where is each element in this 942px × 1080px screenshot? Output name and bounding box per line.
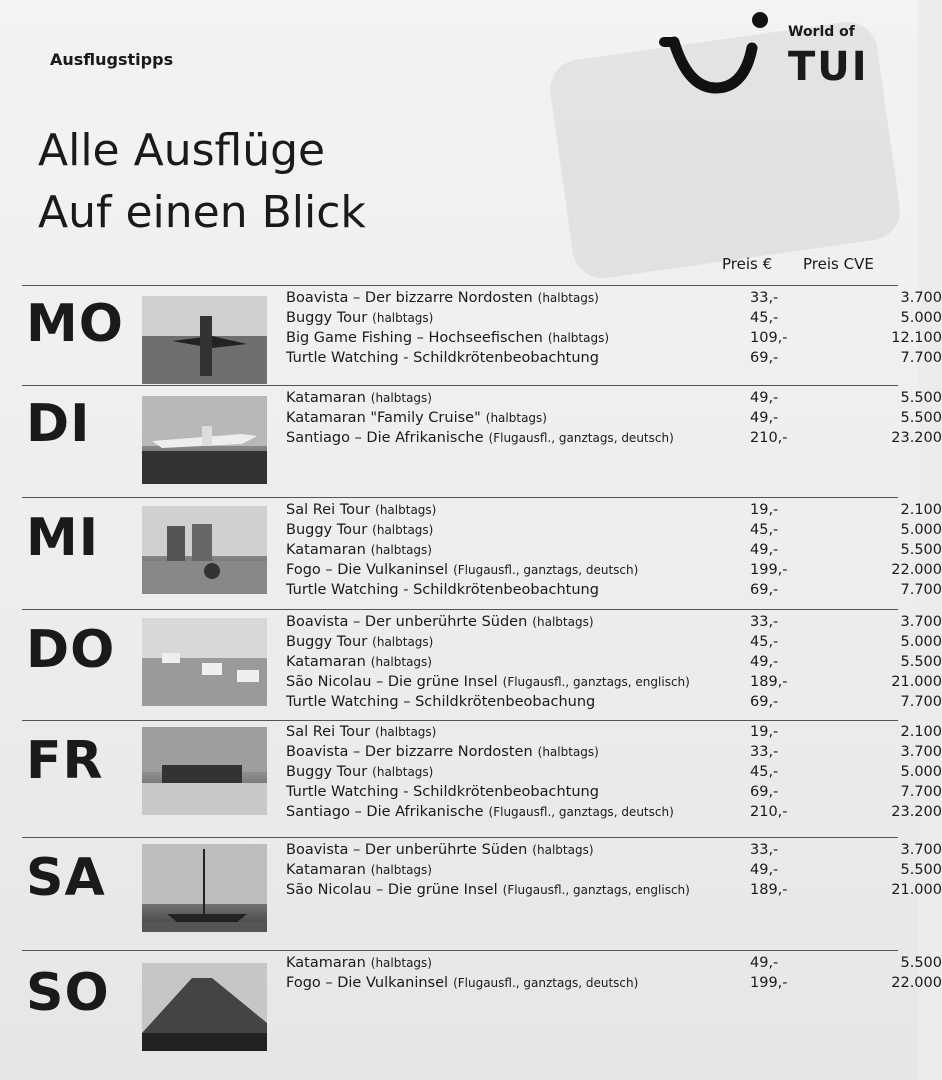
price-cve: 7.700	[900, 350, 942, 366]
price-eur: 19,-	[750, 724, 779, 740]
photo-airplane	[142, 396, 267, 484]
price-cve: 21.000	[891, 882, 942, 898]
excursion-name: Buggy Tour	[286, 522, 368, 538]
price-eur: 199,-	[750, 975, 788, 991]
excursion-item	[286, 408, 942, 428]
excursion-item	[286, 672, 942, 692]
price-eur: 49,-	[750, 390, 779, 406]
excursion-name: Fogo – Die Vulkaninsel	[286, 562, 449, 578]
tui-smile-icon	[660, 8, 785, 98]
excursion-name: Boavista – Der bizzarre Nordosten	[286, 290, 533, 306]
price-eur: 109,-	[750, 330, 788, 346]
excursion-note: (halbtags)	[532, 843, 594, 857]
price-cve: 3.700	[900, 842, 942, 858]
price-cve: 7.700	[900, 694, 942, 710]
price-cve: 2.100	[900, 502, 942, 518]
excursion-item	[286, 782, 942, 802]
price-cve: 5.500	[900, 955, 942, 971]
excursion-item	[286, 762, 942, 782]
price-cve: 5.500	[900, 542, 942, 558]
price-eur: 19,-	[750, 502, 779, 518]
day-row-mo	[22, 285, 942, 366]
excursion-item	[286, 328, 942, 348]
price-cve: 23.200	[891, 804, 942, 820]
excursion-name: Boavista – Der bizzarre Nordosten	[286, 744, 533, 760]
excursion-name: Santiago – Die Afrikanische	[286, 804, 484, 820]
excursion-item	[286, 953, 942, 973]
excursion-name: Turtle Watching - Schildkrötenbeobachtung	[286, 582, 599, 598]
excursion-name: Big Game Fishing – Hochseefischen	[286, 330, 543, 346]
excursion-note: (Flugausfl., ganztags, deutsch)	[488, 431, 674, 445]
excursion-item	[286, 722, 942, 742]
excursion-item	[286, 802, 942, 822]
excursion-note: (halbtags)	[372, 765, 434, 779]
excursion-name: Turtle Watching - Schildkrötenbeobachtung	[286, 784, 599, 800]
price-eur: 49,-	[750, 410, 779, 426]
excursion-list	[286, 500, 942, 600]
price-eur: 69,-	[750, 694, 779, 710]
price-eur: 45,-	[750, 764, 779, 780]
excursion-name: Katamaran	[286, 862, 366, 878]
day-row-sa	[22, 837, 942, 908]
excursion-note: (halbtags)	[537, 291, 599, 305]
day-label: SO	[26, 963, 110, 1023]
excursion-note: (halbtags)	[532, 615, 594, 629]
excursion-item	[286, 288, 942, 308]
excursion-name: Fogo – Die Vulkaninsel	[286, 975, 449, 991]
excursion-note: (halbtags)	[370, 655, 432, 669]
day-label: DI	[26, 394, 91, 454]
excursion-item	[286, 520, 942, 540]
excursion-name: São Nicolau – Die grüne Insel	[286, 882, 498, 898]
excursion-list	[286, 953, 942, 993]
excursion-item	[286, 308, 942, 328]
excursion-item	[286, 540, 942, 560]
day-label: FR	[26, 731, 104, 791]
excursion-item	[286, 388, 942, 408]
price-cve: 12.100	[891, 330, 942, 346]
price-eur: 45,-	[750, 634, 779, 650]
excursion-name: Buggy Tour	[286, 764, 368, 780]
price-eur: 210,-	[750, 430, 788, 446]
excursion-list	[286, 612, 942, 712]
excursion-note: (halbtags)	[370, 543, 432, 557]
section-label: Ausflugstipps	[50, 50, 174, 69]
excursion-name: Katamaran	[286, 654, 366, 670]
day-label: MI	[26, 508, 100, 568]
excursion-item	[286, 612, 942, 632]
price-eur: 45,-	[750, 522, 779, 538]
price-eur: 199,-	[750, 562, 788, 578]
price-eur: 33,-	[750, 614, 779, 630]
excursion-item	[286, 840, 942, 860]
day-row-fr	[22, 720, 942, 820]
photo-volcano	[142, 963, 267, 1051]
excursion-name: Boavista – Der unberührte Süden	[286, 614, 528, 630]
price-eur: 69,-	[750, 350, 779, 366]
price-cve: 5.500	[900, 654, 942, 670]
excursion-note: (halbtags)	[547, 331, 610, 345]
price-eur: 49,-	[750, 654, 779, 670]
excursion-list	[286, 388, 942, 448]
price-eur: 189,-	[750, 882, 788, 898]
excursion-note: (Flugausfl., ganztags, deutsch)	[488, 805, 674, 819]
excursion-name: Katamaran	[286, 955, 366, 971]
price-eur: 69,-	[750, 582, 779, 598]
excursion-name: Sal Rei Tour	[286, 502, 371, 518]
price-cve: 5.000	[900, 522, 942, 538]
price-cve: 3.700	[900, 744, 942, 760]
excursion-item	[286, 652, 942, 672]
excursion-note: (Flugausfl., ganztags, englisch)	[502, 675, 690, 689]
photo-town	[142, 506, 267, 594]
excursion-item	[286, 742, 942, 762]
excursion-note: (halbtags)	[370, 956, 432, 970]
price-cve: 7.700	[900, 784, 942, 800]
excursion-note: (Flugausfl., ganztags, deutsch)	[453, 976, 639, 990]
photo-fishing	[142, 296, 267, 384]
excursion-item	[286, 692, 942, 712]
excursion-item	[286, 632, 942, 652]
photo-buggies	[142, 618, 267, 706]
excursion-item	[286, 560, 942, 580]
excursion-item	[286, 860, 942, 880]
excursion-name: Turtle Watching - Schildkrötenbeobachtung	[286, 350, 599, 366]
excursion-note: (halbtags)	[485, 411, 547, 425]
photo-fortress	[142, 727, 267, 815]
price-eur: 210,-	[750, 804, 788, 820]
excursion-item	[286, 880, 942, 900]
excursion-name: Boavista – Der unberührte Süden	[286, 842, 528, 858]
excursion-note: (halbtags)	[375, 503, 437, 517]
excursion-note: (halbtags)	[372, 311, 434, 325]
excursion-name: Buggy Tour	[286, 634, 368, 650]
price-eur: 49,-	[750, 955, 779, 971]
price-eur: 49,-	[750, 862, 779, 878]
excursion-note: (halbtags)	[537, 745, 599, 759]
price-cve: 5.500	[900, 410, 942, 426]
price-eur: 33,-	[750, 290, 779, 306]
excursion-name: Katamaran "Family Cruise"	[286, 410, 481, 426]
price-cve: 22.000	[891, 975, 942, 991]
price-eur: 69,-	[750, 784, 779, 800]
tui-logo	[660, 8, 880, 98]
price-cve: 3.700	[900, 290, 942, 306]
price-cve: 3.700	[900, 614, 942, 630]
excursion-name: Turtle Watching – Schildkrötenbeobachung	[286, 694, 596, 710]
price-cve: 5.500	[900, 862, 942, 878]
excursion-note: (Flugausfl., ganztags, englisch)	[502, 883, 690, 897]
photo-catamaran	[142, 844, 267, 932]
excursion-item	[286, 348, 942, 368]
day-row-mi	[22, 497, 942, 598]
day-row-do	[22, 609, 942, 710]
logo-tagline: World of	[788, 24, 855, 40]
excursion-list	[286, 722, 942, 822]
excursion-name: São Nicolau – Die grüne Insel	[286, 674, 498, 690]
excursion-note: (Flugausfl., ganztags, deutsch)	[453, 563, 639, 577]
excursion-item	[286, 500, 942, 520]
price-cve: 5.500	[900, 390, 942, 406]
excursion-note: (halbtags)	[372, 635, 434, 649]
excursion-item	[286, 580, 942, 600]
price-eur: 33,-	[750, 842, 779, 858]
column-header-cve: Preis CVE	[803, 255, 874, 273]
excursion-name: Katamaran	[286, 542, 366, 558]
excursion-name: Sal Rei Tour	[286, 724, 371, 740]
price-eur: 189,-	[750, 674, 788, 690]
day-label: SA	[26, 848, 106, 908]
price-cve: 23.200	[891, 430, 942, 446]
price-eur: 49,-	[750, 542, 779, 558]
day-label: DO	[26, 620, 116, 680]
excursion-note: (halbtags)	[370, 863, 432, 877]
day-label: MO	[26, 294, 124, 354]
day-row-di	[22, 385, 942, 454]
price-cve: 7.700	[900, 582, 942, 598]
excursion-name: Buggy Tour	[286, 310, 368, 326]
price-eur: 45,-	[750, 310, 779, 326]
excursion-list	[286, 840, 942, 900]
excursion-name: Katamaran	[286, 390, 366, 406]
title-line-1: Alle Ausflüge	[38, 125, 326, 176]
page-title	[38, 120, 366, 244]
column-header-eur: Preis €	[722, 255, 773, 273]
excursion-note: (halbtags)	[370, 391, 432, 405]
title-line-2: Auf einen Blick	[38, 187, 366, 238]
price-eur: 33,-	[750, 744, 779, 760]
logo-brand: TUI	[788, 44, 869, 90]
excursion-note: (halbtags)	[372, 523, 434, 537]
day-row-so	[22, 950, 942, 1023]
excursion-name: Santiago – Die Afrikanische	[286, 430, 484, 446]
excursion-list	[286, 288, 942, 368]
excursion-note: (halbtags)	[375, 725, 437, 739]
price-cve: 2.100	[900, 724, 942, 740]
price-cve: 5.000	[900, 764, 942, 780]
price-cve: 21.000	[891, 674, 942, 690]
price-cve: 5.000	[900, 310, 942, 326]
price-cve: 22.000	[891, 562, 942, 578]
excursion-item	[286, 428, 942, 448]
price-cve: 5.000	[900, 634, 942, 650]
excursion-item	[286, 973, 942, 993]
